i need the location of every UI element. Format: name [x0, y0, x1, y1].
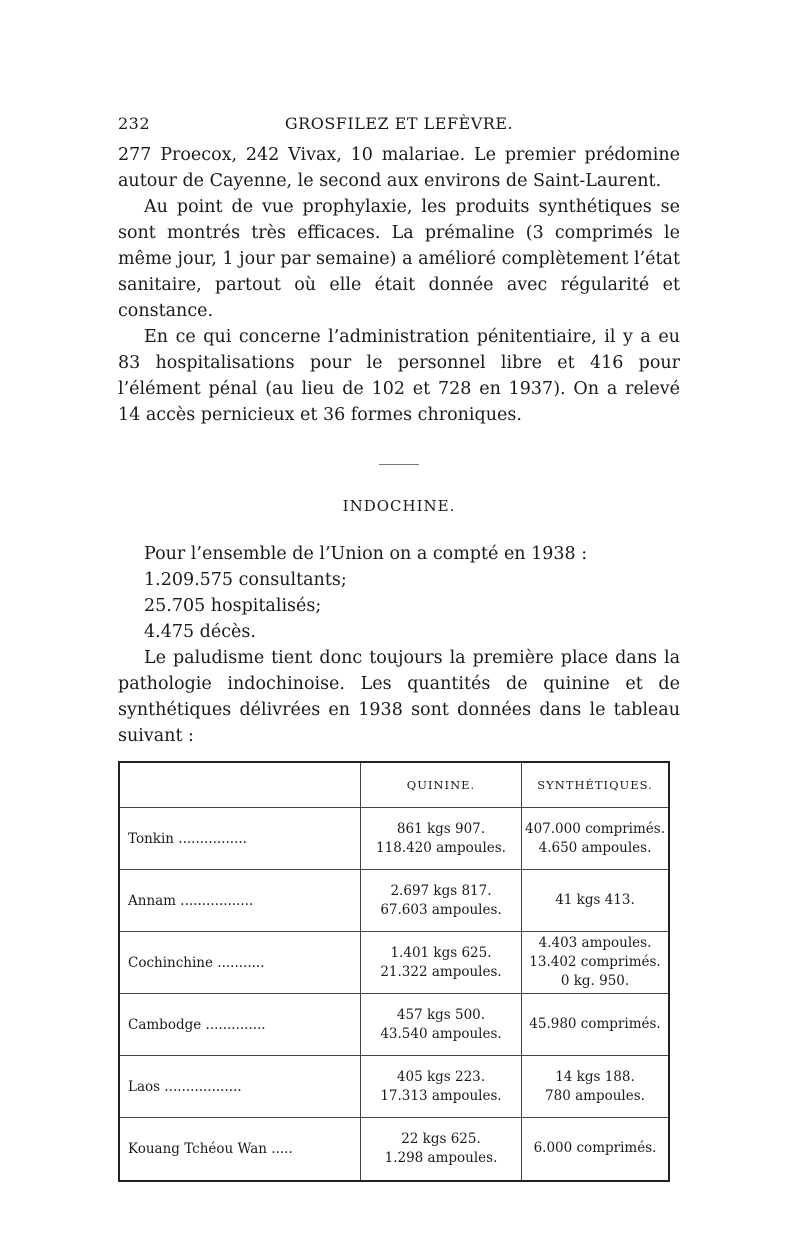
leader-dots: .................: [176, 892, 254, 909]
page: [118, 108, 680, 1182]
region-name: Annam: [128, 892, 176, 909]
synthetiques-cell: [522, 808, 669, 870]
leader-dots: ...........: [212, 954, 265, 971]
quinine-cell: [361, 808, 522, 870]
table-header-row: [120, 763, 668, 808]
synthetiques-value: 4.403 ampoules.: [538, 935, 652, 951]
region-name: Tonkin: [128, 830, 174, 847]
region-name: Cambodge: [128, 1016, 202, 1033]
region-name: Kouang Tchéou Wan: [128, 1140, 267, 1157]
stat-consultants: 1.209.575 consultants;: [144, 570, 347, 590]
quinine-value: 2.697 kgs 817.: [390, 882, 492, 899]
paragraph-2: Au point de vue prophylaxie, les produits synthétiques se sont montrés très efficaces. La prémaline (3 comprimés le même jour, 1 jour par semaine) a amélioré complètement l’état sanitaire, partout où elle était donnée avec régularité et constance.: [118, 197, 680, 321]
leader-dots: ................: [173, 830, 247, 847]
quinine-value: 861 kgs 907.: [396, 820, 486, 837]
table-row: [120, 932, 668, 994]
synthetiques-cell: [522, 932, 669, 994]
quinine-value: 17.313 ampoules.: [380, 1087, 502, 1104]
section-title: INDOCHINE.: [342, 497, 456, 515]
table-row: [120, 1056, 668, 1118]
region-name: Cochinchine: [128, 954, 213, 971]
body-text: [118, 142, 680, 749]
quinine-cell: [361, 994, 522, 1056]
synthetiques-value: 4.650 ampoules.: [538, 839, 652, 856]
quinine-value: 405 kgs 223.: [396, 1068, 486, 1085]
synthetiques-value: 14 kgs 188.: [555, 1068, 635, 1085]
quinine-value: 43.540 ampoules.: [380, 1025, 502, 1042]
table-row: [120, 870, 668, 932]
leader-dots: .....: [266, 1140, 293, 1157]
quinine-value: 21.322 ampoules.: [380, 963, 502, 980]
quinine-value: 22 kgs 625.: [401, 1130, 481, 1147]
synthetiques-value: 41 kgs 413.: [555, 892, 635, 908]
quinine-value: 457 kgs 500.: [396, 1006, 486, 1023]
quinine-cell: [361, 870, 522, 932]
table-row: [120, 1118, 668, 1180]
quinine-cell: [361, 1118, 522, 1180]
stat-deces: 4.475 décès.: [144, 622, 256, 642]
synthetiques-value: 780 ampoules.: [545, 1087, 645, 1104]
synthetiques-cell: [522, 1118, 669, 1180]
leader-dots: ..............: [201, 1016, 266, 1033]
quinine-cell: [361, 1056, 522, 1118]
section-divider: [379, 464, 419, 465]
table-row: [120, 994, 668, 1056]
quinine-value: 118.420 ampoules.: [376, 839, 506, 856]
intro-line: Pour l’ensemble de l’Union on a compté en 1938 :: [144, 544, 588, 564]
running-title: GROSFILEZ ET LEFÈVRE.: [284, 114, 514, 133]
quinine-value: 67.603 ampoules.: [380, 901, 502, 918]
header-synthetiques: SYNTHÉTIQUES.: [522, 763, 669, 808]
synthetiques-value: 13.402 comprimés.: [529, 954, 661, 970]
header-quinine: QUININE.: [361, 763, 522, 808]
region-name: Laos: [128, 1078, 161, 1095]
leader-dots: ..................: [160, 1078, 242, 1095]
data-table: [118, 761, 670, 1182]
stat-hospitalises: 25.705 hospitalisés;: [144, 596, 322, 616]
synthetiques-value: 407.000 comprimés.: [524, 820, 666, 837]
synthetiques-value: 0 kg. 950.: [560, 973, 630, 989]
table-row: [120, 808, 668, 870]
synthetiques-cell: [522, 994, 669, 1056]
quinine-cell: [361, 932, 522, 994]
paragraph-1: 277 Proecox, 242 Vivax, 10 malariae. Le premier prédomine autour de Cayenne, le second aux environs de Saint-Laurent.: [118, 145, 680, 191]
page-header: [118, 108, 680, 138]
quinine-value: 1.401 kgs 625.: [390, 944, 492, 961]
paragraph-3: En ce qui concerne l’administration pénitentiaire, il y a eu 83 hospitalisations pour le personnel libre et 416 pour l’élément pénal (au lieu de 102 et 728 en 1937). On a relevé 14 accès pernicieux et 36 formes chroniques.: [118, 327, 680, 425]
page-number: 232: [118, 114, 151, 133]
quinine-value: 1.298 ampoules.: [384, 1149, 498, 1166]
closing-paragraph: Le paludisme tient donc toujours la première place dans la pathologie indochinoise. Les quantités de quinine et de synthétiques délivrées en 1938 sont données dans le tableau suivant :: [118, 648, 680, 746]
synthetiques-cell: [522, 870, 669, 932]
synthetiques-value: 45.980 comprimés.: [529, 1016, 661, 1032]
synthetiques-cell: [522, 1056, 669, 1118]
synthetiques-value: 6.000 comprimés.: [533, 1140, 657, 1157]
